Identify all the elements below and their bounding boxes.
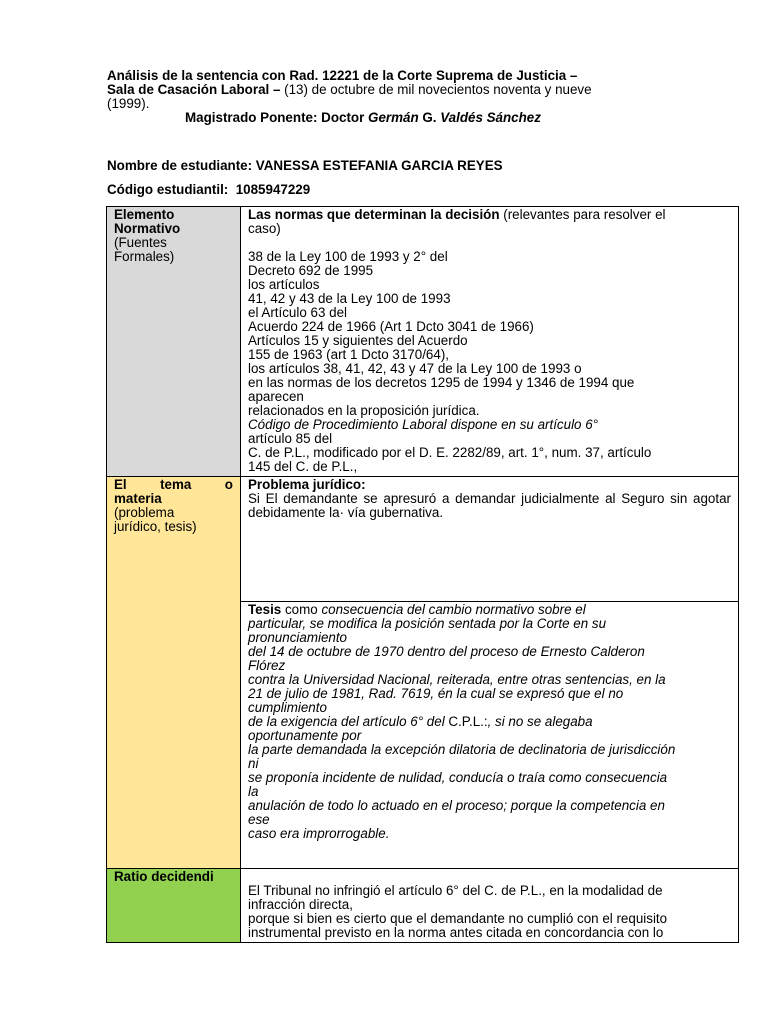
- normas-heading: Las normas que determinan la decisión (relevantes para resolver el: [248, 207, 666, 222]
- magistrado-line: Magistrado Ponente: Doctor Germán G. Valdés Sánchez: [185, 110, 541, 125]
- row-ratio-decidendi: [107, 869, 739, 943]
- label-tema-materia: El tema o materia (problema jurídico, tesis): [107, 477, 241, 869]
- student-code: Código estudiantil: 1085947229: [107, 182, 311, 197]
- label-elemento-normativo: Elemento Normativo (Fuentes Formales): [107, 207, 241, 477]
- content-tesis: Tesis como consecuencia del cambio normativo sobre el particular, se modifica la posición sentada por la Corte en su pronunciamiento del 14 de octubre de 1970 dentro del proceso de Ernesto Calderon Flórez contra la Universidad Nacional, reiterada, entre otras sentencias, en la 21 de julio de 1981, Rad. 7619, én la cual se expresó que el no cumplimiento de la exigencia del artículo 6° del C.P.L.:, si no se alegaba oportunamente por la parte demandada la excepción dilatoria de declinatoria de jurisdicción ni se proponía incidente de nulidad, conducía o traía como consecuencia la anulación de todo lo actuado en el proceso; porque la competencia en ese caso era improrrogable.: [241, 602, 739, 869]
- analysis-table: [106, 206, 739, 943]
- row-tema-problema: [107, 477, 739, 602]
- content-problema-juridico: Problema jurídico: Si El demandante se apresuró a demandar judicialmente al Seguro sin agotar debidamente la· vía gubernativa.: [241, 477, 739, 602]
- title-line-3: (1999).: [107, 96, 150, 111]
- label-ratio-decidendi: Ratio decidendi: [107, 869, 241, 943]
- document-header: [107, 69, 667, 125]
- title-line-1: Análisis de la sentencia con Rad. 12221 de la Corte Suprema de Justicia –: [107, 68, 578, 83]
- normas-list: 38 de la Ley 100 de 1993 y 2° del Decreto 692 de 1995 los artículos 41, 42 y 43 de la Ley 100 de 1993 el Artículo 63 del Acuerdo 224 de 1966 (Art 1 Dcto 3041 de 1966) Artículos 15 y siguientes del Acuerdo 155 de 1963 (art 1 Dcto 3170/64), los artículos 38, 41, 42, 43 y 47 de la Ley 100 de 1993 o en las normas de los decretos 1295 de 1994 y 1346 de 1994 que aparecen relacionados en la proposición jurídica. Código de Procedimiento Laboral dispone en su artículo 6° artículo 85 del C. de P.L., modificado por el D. E. 2282/89, art. 1°, num. 37, artículo 145 del C. de P.L.,: [248, 249, 652, 474]
- student-name: Nombre de estudiante: VANESSA ESTEFANIA GARCIA REYES: [107, 158, 503, 173]
- content-ratio-decidendi: El Tribunal no infringió el artículo 6° del C. de P.L., en la modalidad de infracción directa, porque si bien es cierto que el demandante no cumplió con el requisito instrumental previsto en la norma antes citada en concordancia con lo: [241, 869, 739, 943]
- row-elemento-normativo: [107, 207, 739, 477]
- content-normas: Las normas que determinan la decisión (relevantes para resolver el caso) 38 de la Ley 100 de 1993 y 2° del Decreto 692 de 1995 los artículos 41, 42 y 43 de la Ley 100 de 1993 el Artículo 63 del Acuerdo 224 de 1966 (Art 1 Dcto 3041 de 1966) Artículos 15 y siguientes del Acuerdo 155 de 1963 (art 1 Dcto 3170/64), los artículos 38, 41, 42, 43 y 47 de la Ley 100 de 1993 o en las normas de los decretos 1295 de 1994 y 1346 de 1994 que aparecen relacionados en la proposición jurídica. Código de Procedimiento Laboral dispone en su artículo 6° artículo 85 del C. de P.L., modificado por el D. E. 2282/89, art. 1°, num. 37, artículo 145 del C. de P.L.,: [241, 207, 739, 477]
- title-line-2: Sala de Casación Laboral – (13) de octubre de mil novecientos noventa y nueve: [107, 82, 592, 97]
